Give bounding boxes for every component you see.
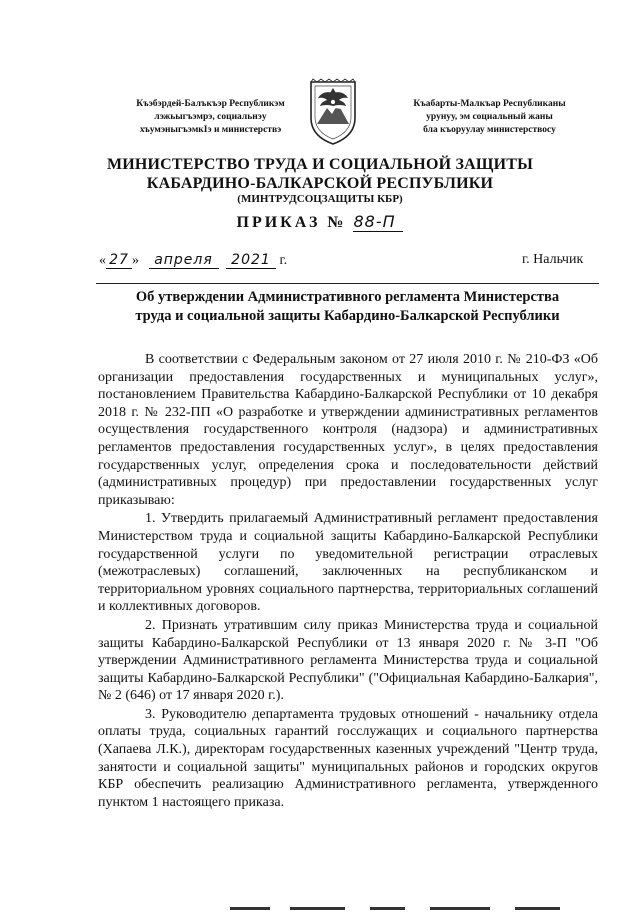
header-right-line: бла къоруулау министерствосу xyxy=(423,125,556,135)
ministry-title-line1: МИНИСТЕРСТВО ТРУДА И СОЦИАЛЬНОЙ ЗАЩИТЫ xyxy=(106,156,534,173)
header-left-kabardian xyxy=(118,98,303,137)
date-year: 2021 xyxy=(226,252,276,269)
header-left-line: лэжьыгъэмрэ, социальнэу xyxy=(154,112,267,122)
header-left-line: Къэбэрдей-Балъкъэр Республикэм xyxy=(136,99,285,109)
date-close-quote: » xyxy=(132,253,139,268)
order-heading xyxy=(200,212,440,232)
date-open-quote: « xyxy=(99,253,106,268)
divider xyxy=(96,283,599,284)
item-paragraph-1: 1. Утвердить прилагаемый Административный регламент предоставления Министерством труда и социальной защиты Кабардино-Балкарской Республики государственной услуги по уведомительной регистрации отраслевых (межотраслевых) соглашений, заключенных на республиканском и территориальном уровнях социального партнерства, территориальных соглашений и коллективных договоров. xyxy=(98,511,598,615)
header-left-line: хъумэныгъэмкIэ и министерствэ xyxy=(139,125,282,135)
header-right-line: Къабарты-Малкъар Республиканы xyxy=(413,99,566,109)
date-month: апреля xyxy=(149,252,219,269)
subject-line2: труда и социальной защиты Кабардино-Балкарской Республики xyxy=(135,308,560,324)
item-paragraph-3: 3. Руководителю департамента трудовых отношений - начальнику отдела оплаты труда, социальных гарантий госслужащих и социального партнерства (Хапаева Л.К.), директорам государственных казенных учреждений "Центр труда, занятости и социальной защиты" муниципальных районов и городских округов КБР обеспечить реализацию Административного регламента, утвержденного пунктом 1 настоящего приказа. xyxy=(98,706,598,810)
preamble-paragraph: В соответствии с Федеральным законом от 27 июля 2010 г. № 210-ФЗ «Об организации предоставления государственных и муниципальных услуг», постановлением Правительства Кабардино-Балкарской Республики от 10 декабря 2018 г. № 232-ПП «О разработке и утверждении административных регламентов осуществления государственного контроля (надзора) и административных регламентов предоставления государственных услуг», в целях предоставления государственных услуг, определения срока и последовательности действий (административных процедур) при предоставлении государственных услуг приказываю: xyxy=(98,352,598,508)
coat-of-arms-icon xyxy=(305,78,361,148)
ministry-title-line2: КАБАРДИНО-БАЛКАРСКОЙ РЕСПУБЛИКИ xyxy=(146,175,494,192)
subject-line1: Об утверждении Административного регламента Министерства xyxy=(135,289,560,305)
city-name: г. Нальчик xyxy=(522,252,584,267)
order-date xyxy=(99,252,287,269)
date-day: 27 xyxy=(106,252,132,269)
cropped-text-fragment xyxy=(230,898,570,903)
order-body xyxy=(98,351,598,811)
order-number-handwritten: 88-П xyxy=(353,212,403,232)
order-label: ПРИКАЗ № xyxy=(236,214,347,231)
date-suffix: г. xyxy=(279,253,288,268)
header-right-line: урунуу, эм социальный жаны xyxy=(426,112,553,122)
order-subject xyxy=(120,288,575,326)
ministry-title xyxy=(60,155,580,193)
header-right-balkar xyxy=(402,98,577,137)
ministry-abbreviation: (МИНТРУДСОЦЗАЩИТЫ КБР) xyxy=(237,193,403,205)
item-paragraph-2: 2. Признать утратившим силу приказ Министерства труда и социальной защиты Кабардино-Балкарской Республики от 13 января 2020 г. № 3-П "Об утверждении Административного регламента Министерства труда и социальной защиты Кабардино-Балкарской Республики" ("Официальная Кабардино-Балкария", № 2 (646) от 17 января 2020 г.). xyxy=(98,617,598,704)
